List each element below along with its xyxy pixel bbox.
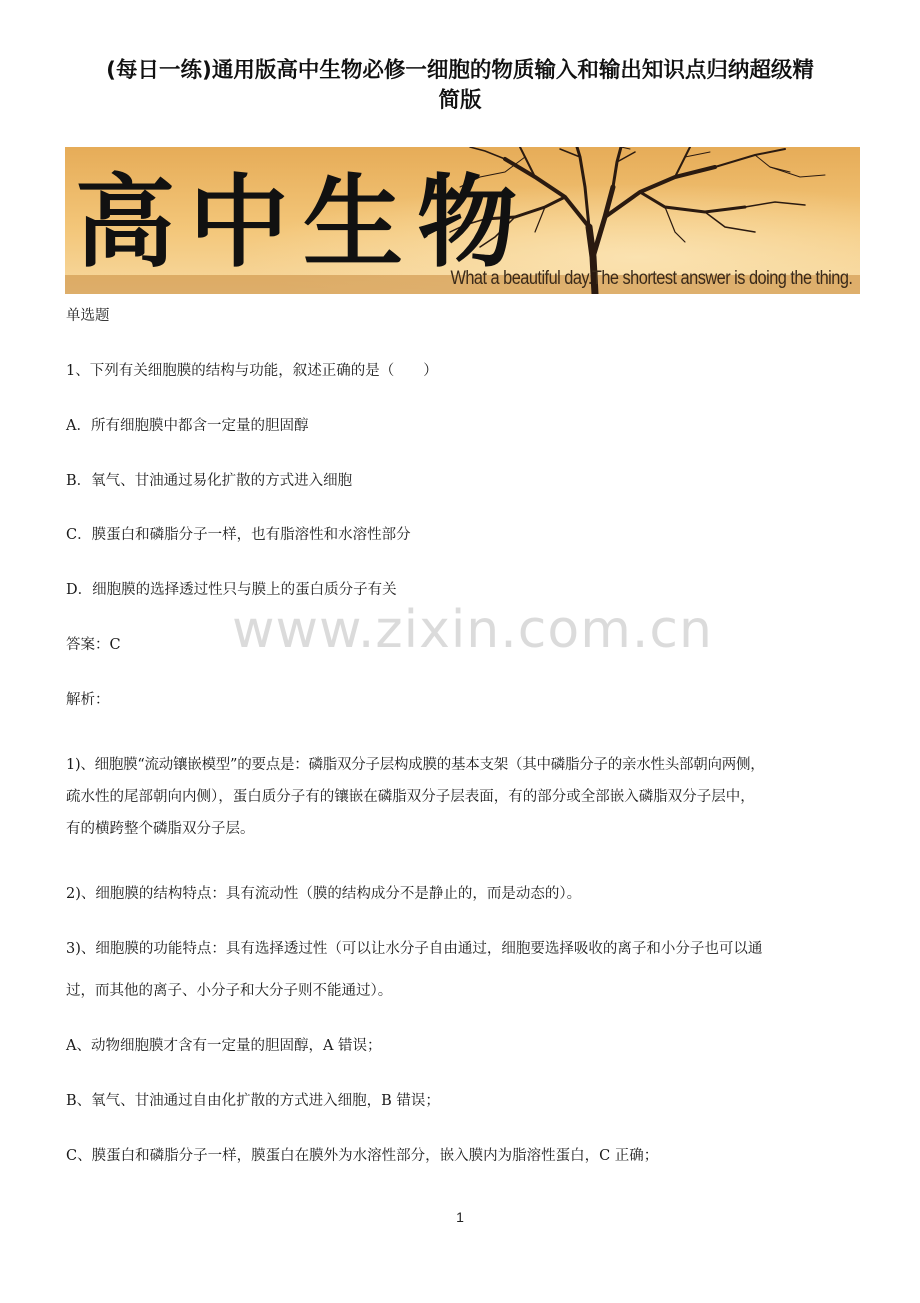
banner-image bbox=[65, 147, 860, 294]
analysis-point-3-line1: 3)、细胞膜的功能特点：具有选择透过性（可以让水分子自由通过，细胞要选择吸收的离子和小分子也可以通 bbox=[66, 941, 763, 957]
watermark: www.zixin.com.cn bbox=[232, 600, 713, 660]
analysis-option-b: B、氧气、甘油通过自由化扩散的方式进入细胞，B 错误； bbox=[66, 1093, 440, 1109]
analysis-option-a: A、动物细胞膜才含有一定量的胆固醇，A 错误； bbox=[66, 1038, 382, 1054]
analysis-point-1-line1: 1)、细胞膜“流动镶嵌模型”的要点是：磷脂双分子层构成膜的基本支架（其中磷脂分子的亲水性头部朝向两侧， bbox=[66, 757, 765, 773]
analysis-label: 解析： bbox=[66, 692, 110, 708]
option-c: C．膜蛋白和磷脂分子一样，也有脂溶性和水溶性部分 bbox=[66, 527, 411, 543]
analysis-point-1-line2: 疏水性的尾部朝向内侧），蛋白质分子有的镶嵌在磷脂双分子层表面，有的部分或全部嵌入磷脂双分子层中， bbox=[66, 789, 755, 805]
question-stem: 1、下列有关细胞膜的结构与功能，叙述正确的是（ ） bbox=[66, 363, 438, 379]
document-title-line2: 简版 bbox=[438, 88, 482, 113]
analysis-point-3-line2: 过，而其他的离子、小分子和大分子则不能通过）。 bbox=[66, 983, 393, 999]
page-number: 1 bbox=[456, 1209, 464, 1225]
analysis-point-2: 2)、细胞膜的结构特点：具有流动性（膜的结构成分不是静止的，而是动态的）。 bbox=[66, 886, 582, 902]
banner-caption: What a beautiful day.The shortest answer is doing the thing. bbox=[450, 268, 852, 289]
section-label: 单选题 bbox=[66, 308, 110, 324]
analysis-option-c: C、膜蛋白和磷脂分子一样，膜蛋白在膜外为水溶性部分，嵌入膜内为脂溶性蛋白，C 正确； bbox=[66, 1148, 659, 1164]
analysis-point-1 bbox=[66, 745, 866, 849]
option-b: B．氧气、甘油通过易化扩散的方式进入细胞 bbox=[66, 473, 353, 489]
answer-line: 答案：C bbox=[66, 637, 121, 653]
analysis-point-3 bbox=[66, 939, 866, 1001]
document-title-line1: (每日一练)通用版高中生物必修一细胞的物质输入和输出知识点归纳超级精 bbox=[106, 58, 814, 83]
option-a: A．所有细胞膜中都含一定量的胆固醇 bbox=[66, 418, 309, 434]
analysis-point-1-line3: 有的横跨整个磷脂双分子层。 bbox=[66, 821, 255, 837]
option-d: D．细胞膜的选择透过性只与膜上的蛋白质分子有关 bbox=[66, 582, 397, 598]
banner-heading: 高中生物 bbox=[75, 163, 531, 281]
document-title bbox=[60, 56, 860, 116]
